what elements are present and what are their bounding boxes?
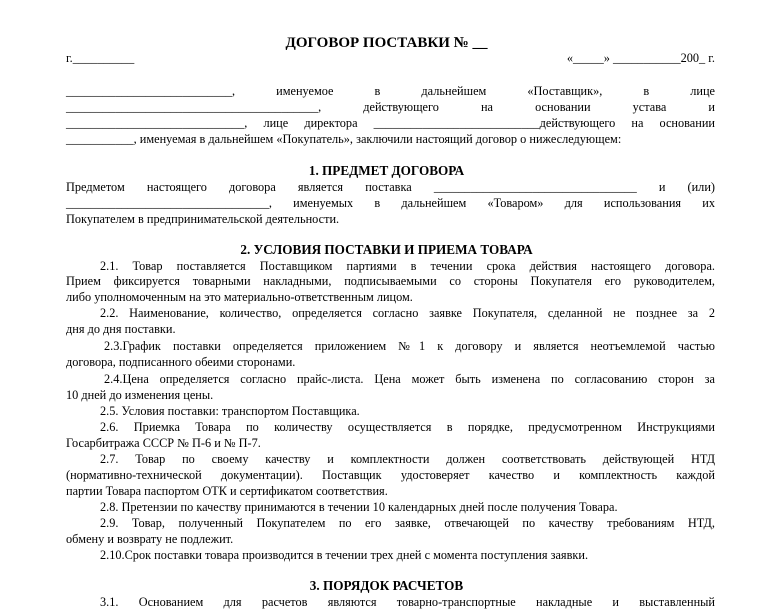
city-line — [66, 51, 715, 66]
section-1-line: Предметом настоящего договора является поставка _________________________________ и (или) — [66, 180, 715, 194]
preamble-line-4: ___________, именуемая в дальнейшем «Покупатель», заключили настоящий договор о нижеследующем: — [66, 132, 622, 146]
clause-2-1-cont: Прием фиксируется товарными накладными, подписываемыми со стороны Покупателя его руководителем, — [66, 274, 715, 288]
clause-2-7: 2.7. Товар по своему качеству и комплектности должен соответствовать действующей НТД — [100, 452, 715, 466]
clause-2-3-cont: договора, подписанного обеими сторонами. — [66, 355, 296, 369]
clause-2-4: 2.4.Цена определяется согласно прайс-листа. Цена может быть изменена по согласованию сторон за — [104, 372, 715, 386]
section-1-line: Покупателем в предпринимательской деятельности. — [66, 212, 340, 226]
clause-2-10: 2.10.Срок поставки товара производится в течении трех дней с момента поступления заявки. — [100, 548, 589, 562]
clause-2-4-cont: 10 дней до изменения цены. — [66, 388, 214, 402]
section-2-heading: 2. УСЛОВИЯ ПОСТАВКИ И ПРИЕМА ТОВАРА — [240, 242, 533, 257]
preamble-line-3: _____________________________, лице директора ___________________________действующего на основании — [66, 116, 715, 130]
clause-2-2: 2.2. Наименование, количество, определяется согласно заявке Покупателя, сделанной не позднее за 2 — [100, 306, 715, 320]
clause-2-9-cont: обмену и возврату не подлежит. — [66, 532, 234, 546]
city-field: г.__________ — [66, 51, 135, 65]
clause-2-6: 2.6. Приемка Товара по количеству осуществляется в порядке, предусмотренном Инструкциями — [100, 420, 715, 434]
section-3-heading: 3. ПОРЯДОК РАСЧЕТОВ — [309, 578, 464, 593]
section-1-line: _________________________________, именуемых в дальнейшем «Товаром» для использования их — [66, 196, 715, 210]
clause-2-1: 2.1. Товар поставляется Поставщиком партиями в течении срока действия настоящего договора. — [100, 259, 715, 273]
clause-2-1-cont: либо уполномоченным на это материально-ответственным лицом. — [66, 290, 413, 304]
clause-2-6-cont: Госарбитража СССР № П-6 и № П-7. — [66, 436, 261, 450]
clause-2-7-cont: (нормативно-технической документации). Поставщик удостоверяет качество и комплектность каждой — [66, 468, 715, 482]
document-title: ДОГОВОР ПОСТАВКИ № __ — [285, 35, 488, 51]
clause-2-5: 2.5. Условия поставки: транспортом Поставщика. — [100, 404, 360, 418]
clause-2-7-cont: партии Товара паспортом ОТК и сертификатом соответствия. — [66, 484, 388, 498]
preamble-line-1: ___________________________, именуемое в дальнейшем «Поставщик», в лице — [66, 84, 715, 98]
preamble-line-2: _________________________________________, действующего на основании устава и — [66, 100, 715, 114]
clause-3-1: 3.1. Основанием для расчетов являются товарно-транспортные накладные и выставленный — [100, 595, 715, 609]
clause-2-3: 2.3.График поставки определяется приложением №1 к договору и является неотъемлемой частью — [104, 339, 715, 353]
clause-2-9: 2.9. Товар, полученный Покупателем по его заявке, отвечающей по качеству требованиям НТД, — [100, 516, 715, 530]
clause-2-8: 2.8. Претензии по качеству принимаются в течении 10 календарных дней после получения Товара. — [100, 500, 618, 514]
date-field: «_____» ___________200_ г. — [566, 51, 715, 65]
clause-2-2-cont: дня до дня поставки. — [66, 322, 176, 336]
section-1-heading: 1. ПРЕДМЕТ ДОГОВОРА — [308, 163, 465, 178]
